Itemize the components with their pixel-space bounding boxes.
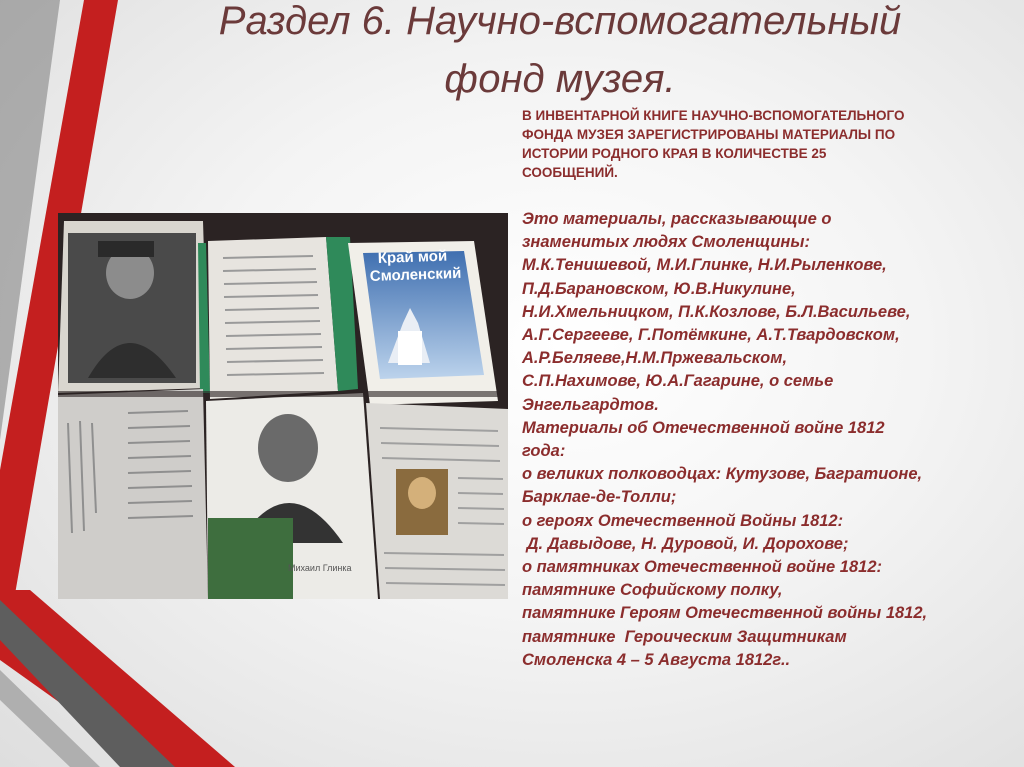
text-line: М.К.Тенишевой, М.И.Глинке, Н.И.Рыленкове, (522, 256, 887, 275)
text-line: Барклае-де-Толли; (522, 488, 677, 507)
text-line: Материалы об Отечественной войне 1812 (522, 418, 885, 437)
text-line: о памятниках Отечественной войне 1812: (522, 558, 883, 577)
text-line: о героях Отечественной Войны 1812: (522, 511, 844, 530)
slide-title-line-2: фонд музея. (444, 57, 676, 101)
text-line: А.Р.Беляеве,Н.М.Пржевальском, (522, 349, 788, 368)
intro-line: ФОНДА МУЗЕЯ ЗАРЕГИСТРИРОВАНЫ МАТЕРИАЛЫ ПО (522, 127, 896, 142)
museum-books-photo (58, 213, 508, 599)
text-line: памятнике Героям Отечественной войны 1812, (522, 604, 928, 623)
text-line: С.П.Нахимове, Ю.А.Гагарине, о семье (522, 372, 834, 391)
intro-paragraph (522, 106, 1012, 182)
text-line: Это материалы, рассказывающие о (522, 210, 832, 228)
intro-line: СООБЩЕНИЙ. (522, 165, 618, 180)
intro-line: В ИНВЕНТАРНОЙ КНИГЕ НАУЧНО-ВСПОМОГАТЕЛЬНОГО (522, 108, 905, 123)
book-cover-title-line-1: Край мой (377, 247, 448, 267)
text-line: П.Д.Барановском, Ю.В.Никулине, (522, 279, 796, 298)
text-line: Н.И.Хмельницком, П.К.Козлове, Б.Л.Васильеве, (522, 302, 911, 321)
slide-title (150, 0, 970, 106)
text-line: знаменитых людях Смоленщины: (522, 233, 810, 252)
text-line: А.Г.Сергееве, Г.Потёмкине, А.Т.Твардовском, (522, 326, 900, 345)
text-line: года: (522, 442, 566, 461)
text-line: Д. Давыдове, Н. Дуровой, И. Дорохове; (522, 534, 849, 553)
text-line: Смоленска 4 – 5 Августа 1812г.. (522, 650, 791, 669)
glinka-caption: Михаил Глинка (288, 563, 352, 573)
text-line: Энгельгардтов. (522, 395, 659, 414)
text-line: памятнике Софийскому полку, (522, 581, 783, 600)
text-line: памятнике Героическим Защитникам (522, 627, 847, 646)
slide-title-line-1: Раздел 6. Научно-вспомогательный (218, 0, 902, 43)
book-cover-title-line-2: Смоленский (369, 264, 462, 285)
intro-line: ИСТОРИИ РОДНОГО КРАЯ В КОЛИЧЕСТВЕ 25 (522, 146, 827, 161)
main-text (522, 208, 1022, 672)
text-line: о великих полководцах: Кутузове, Багратионе, (522, 465, 923, 484)
